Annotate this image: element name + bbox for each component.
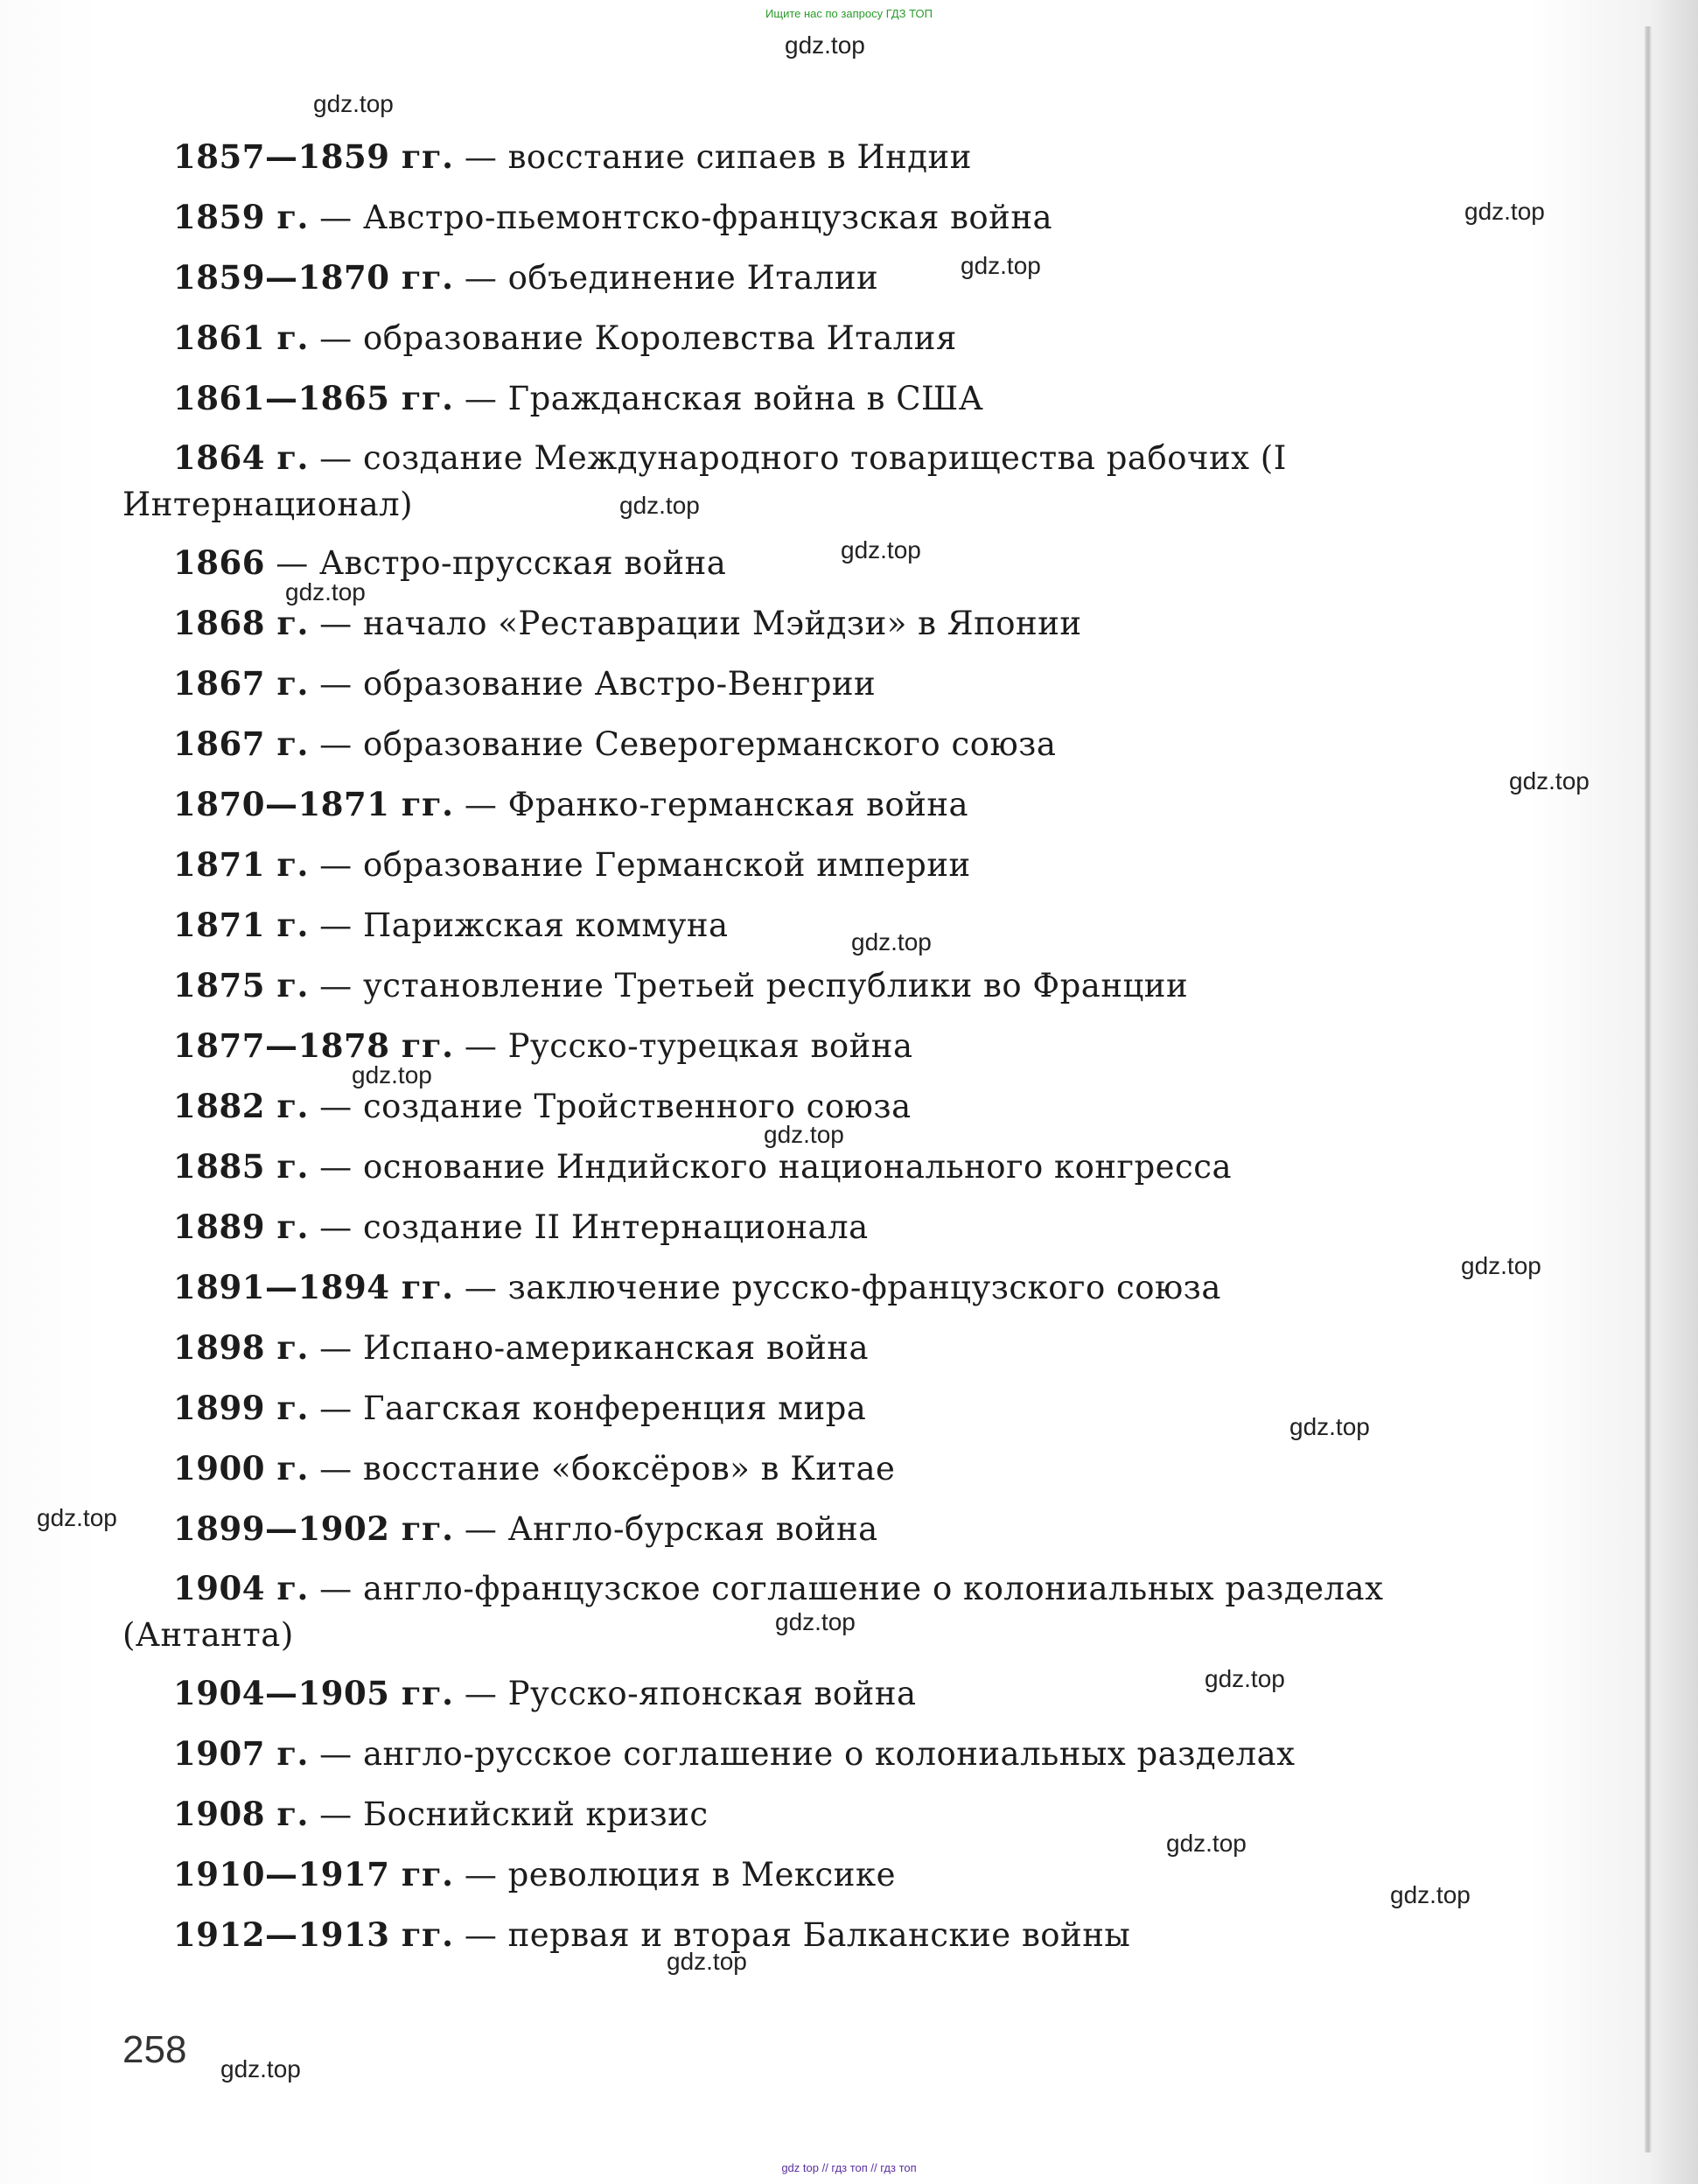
chronology-entry [173,1908,1538,1963]
watermark: gdz.top [220,2055,301,2082]
entry-date: 1867 г. [173,664,309,703]
watermark: gdz.top [961,252,1041,279]
chronology-entry [173,1320,1538,1376]
entry-date: 1910—1917 гг. [173,1855,454,1894]
watermark: gdz.top [775,1608,856,1635]
watermark: gdz.top [285,578,366,606]
entry-text: — основание Индийского национального конгресса [308,1148,1233,1186]
watermark: gdz.top [1509,767,1590,794]
watermark: gdz.top [841,536,921,564]
entry-text: — образование Северогерманского союза [308,725,1057,763]
entry-text: — Боснийский кризис [308,1796,709,1833]
entry-date: 1882 г. [173,1087,309,1125]
watermark: gdz.top [851,928,932,956]
watermark: gdz.top [1461,1252,1541,1279]
entry-text: — Гаагская конференция мира [308,1390,867,1427]
chronology-entry [173,371,1538,426]
entry-text: — англо-французское соглашение о колониальных разделах (Антанта) [122,1570,1384,1654]
chronology-entry [173,1139,1538,1194]
watermark: gdz.top [352,1061,432,1088]
entry-text: — объединение Италии [453,259,879,297]
watermark: gdz.top [37,1504,117,1531]
entry-text: — начало «Реставрации Мэйдзи» в Японии [308,605,1082,642]
entry-text: — восстание «боксёров» в Китае [308,1450,896,1488]
page-edge-shadow [1645,26,1652,2152]
chronology-entry [173,1260,1538,1315]
entry-date: 1861—1865 гг. [173,379,454,417]
chronology-entry [173,596,1538,651]
chronology-entry [173,837,1538,892]
watermark: gdz.top [1289,1413,1370,1440]
entry-date: 1899—1902 гг. [173,1509,454,1548]
chronology-entry [173,717,1538,772]
watermark: gdz.top [764,1121,844,1148]
entry-date: 1885 г. [173,1147,309,1186]
chronology-entry [173,190,1538,245]
top-banner: Ищите нас по запросу ГДЗ ТОП [765,7,933,20]
bottom-banner: gdz top // гдз топ // гдз топ [781,2161,917,2174]
entry-text: — Франко-германская война [453,786,969,823]
chronology-entry [173,1441,1538,1496]
entry-text: — англо-русское соглашение о колониальных разделах [308,1735,1296,1773]
entry-date: 1867 г. [173,724,309,763]
chronology-entry [173,1726,1538,1782]
entry-date: 1871 г. [173,906,309,944]
entry-date: 1877—1878 гг. [173,1026,454,1065]
entry-date: 1868 г. [173,604,309,642]
chronology-entry [173,130,1538,185]
entry-text: — первая и вторая Балканские войны [453,1916,1131,1954]
entry-text: — революция в Мексике [453,1856,896,1894]
entry-text: — Парижская коммуна [308,906,729,944]
entry-date: 1900 г. [173,1449,309,1488]
entry-text: — Гражданская война в США [453,380,984,417]
chronology-entry [173,958,1538,1013]
chronology-entry [173,1502,1538,1557]
chronology-entry [173,311,1538,366]
entry-text: — создание Тройственного союза [308,1088,912,1125]
entry-text: — образование Германской империи [308,846,971,884]
page-number: 258 [122,2028,187,2071]
chronology-entry [173,777,1538,832]
chronology-entry [173,250,1538,305]
entry-date: 1875 г. [173,966,309,1004]
watermark: gdz.top [1166,1830,1247,1857]
entry-date: 1898 г. [173,1328,309,1367]
entry-date: 1899 г. [173,1389,309,1427]
entry-date: 1864 г. [173,438,309,477]
entry-date: 1859 г. [173,198,309,236]
watermark: gdz.top [1464,198,1545,225]
watermark: gdz.top [313,90,394,117]
watermark: gdz.top [619,492,700,519]
entry-date: 1908 г. [173,1795,309,1833]
entry-text: — восстание сипаев в Индии [453,138,972,176]
chronology-entry [173,1200,1538,1255]
entry-date: 1857—1859 гг. [173,137,454,176]
entry-date: 1889 г. [173,1208,309,1246]
entry-text: — Австро-пьемонтско-французская война [308,199,1053,236]
entry-text: — создание II Интернационала [308,1208,869,1246]
entry-date: 1859—1870 гг. [173,258,454,297]
watermark: gdz.top [1390,1881,1471,1908]
entry-text: — Испано-американская война [308,1329,870,1367]
entry-text: — образование Австро-Венгрии [308,665,877,703]
chronology-entry [173,656,1538,711]
entry-text: — Англо-бурская война [453,1510,878,1548]
entry-text: — Русско-турецкая война [453,1027,913,1065]
entry-text: — заключение русско-французского союза [453,1269,1221,1306]
chronology-entry [122,435,1522,528]
entry-date: 1891—1894 гг. [173,1268,454,1306]
chronology-entry [173,1666,1538,1721]
entry-date: 1904—1905 гг. [173,1674,454,1712]
entry-date: 1861 г. [173,318,309,357]
chronology-entry [173,1847,1538,1902]
entry-date: 1866 [173,543,265,582]
entry-text: — установление Третьей республики во Франции [308,967,1189,1004]
chronology-entry [173,1787,1538,1842]
watermark: gdz.top [1205,1665,1285,1692]
entry-date: 1870—1871 гг. [173,785,454,823]
entry-date: 1907 г. [173,1734,309,1773]
entry-date: 1912—1913 гг. [173,1915,454,1954]
entry-text: — создание Международного товарищества рабочих (I Интернационал) [122,439,1287,523]
entry-date: 1871 г. [173,845,309,884]
entry-text: — образование Королевства Италия [308,319,957,357]
entry-date: 1904 г. [173,1569,309,1607]
watermark: gdz.top [785,32,865,59]
entry-text: — Австро-прусская война [264,544,727,582]
entry-text: — Русско-японская война [453,1675,917,1712]
watermark: gdz.top [667,1948,747,1975]
